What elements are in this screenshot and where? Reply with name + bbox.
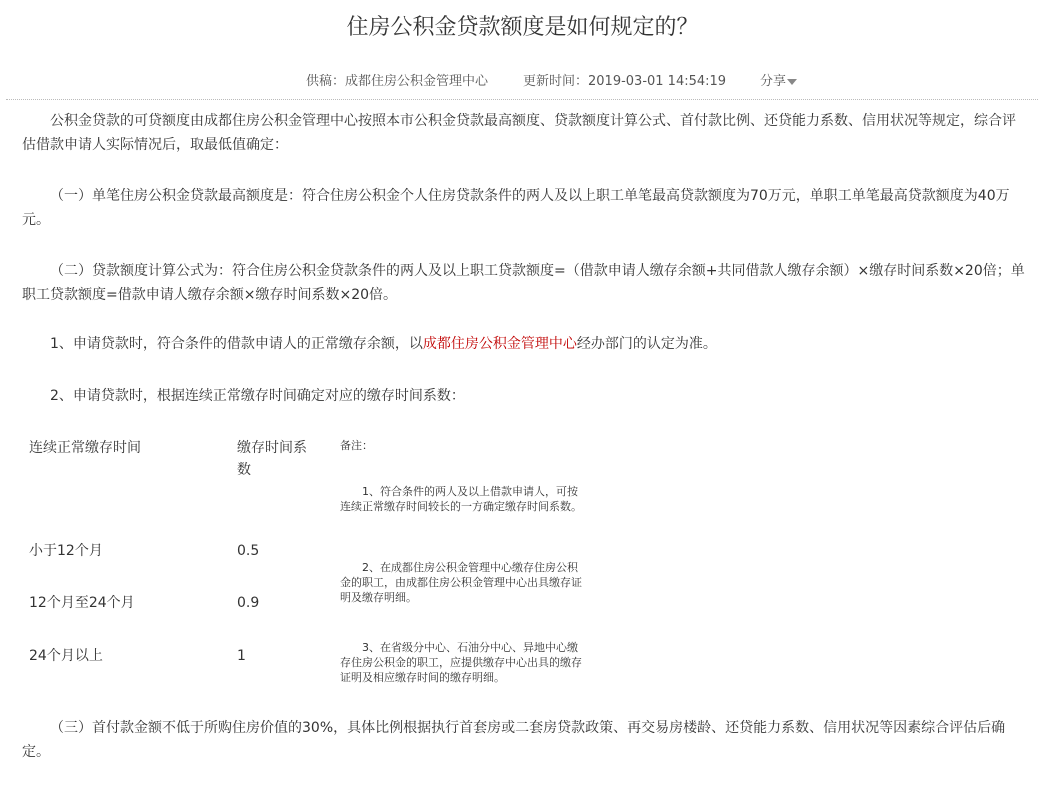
table-cell-coef: 0.5 [237, 543, 260, 559]
intro-paragraph: 公积金贷款的可贷额度由成都住房公积金管理中心按照本市公积金贷款最高额度、贷款额度计算公式、首付款比例、还贷能力系数、信用状况等规定，综合评估借款申请人实际情况后，取最低值确定： [22, 113, 1016, 153]
chevron-down-icon [787, 79, 797, 85]
article-meta [0, 68, 1045, 88]
table-note: 1、符合条件的两人及以上借款申请人，可按连续正常缴存时间较长的一方确定缴存时间系数。 [340, 485, 582, 513]
table-note: 3、在省级分中心、石油分中心、异地中心缴存住房公积金的职工，应提供缴存中心出具的缴存证明及相应缴存时间的缴存明细。 [340, 641, 582, 684]
share-button[interactable] [760, 70, 797, 89]
item-1-text-after: 经办部门的认定为准。 [576, 336, 717, 352]
table-cell-coef: 0.9 [237, 595, 260, 611]
center-link[interactable]: 成都住房公积金管理中心 [422, 336, 577, 352]
table-note: 2、在成都住房公积金管理中心缴存住房公积金的职工，由成都住房公积金管理中心出具缴存证明及缴存明细。 [340, 561, 582, 604]
header-divider [6, 99, 1038, 100]
article-source: 供稿：成都住房公积金管理中心 [306, 74, 489, 89]
item-1-paragraph [22, 332, 1028, 356]
table-cell-period: 24个月以上 [29, 648, 103, 664]
share-label: 分享 [760, 74, 787, 89]
table-header-coef-line1: 缴存时间系 [237, 440, 307, 456]
item-2-paragraph: 2、申请贷款时，根据连续正常缴存时间确定对应的缴存时间系数： [50, 388, 465, 404]
section-1-paragraph: （一）单笔住房公积金贷款最高额度是：符合住房公积金个人住房贷款条件的两人及以上职工单笔最高贷款额度为70万元，单职工单笔最高贷款额度为40万元。 [22, 188, 1010, 228]
item-1-text-before: 1、申请贷款时，符合条件的借款申请人的正常缴存余额，以 [50, 336, 423, 352]
article-title: 住房公积金贷款额度是如何规定的？ [346, 15, 699, 40]
table-header-period: 连续正常缴存时间 [29, 440, 141, 456]
section-3-paragraph: （三）首付款金额不低于所购住房价值的30%，具体比例根据执行首套房或二套房贷款政策、再交易房楼龄、还贷能力系数、信用状况等因素综合评估后确定。 [22, 720, 1006, 760]
table-cell-coef: 1 [237, 648, 246, 664]
table-notes-header: 备注： [340, 439, 373, 452]
section-2-paragraph: （二）贷款额度计算公式为：符合住房公积金贷款条件的两人及以上职工贷款额度=（借款申请人缴存余额+共同借款人缴存余额）×缴存时间系数×20倍；单职工贷款额度=借款申请人缴存余额×缴存时间系数×20倍。 [22, 263, 1025, 303]
table-header-coef-line2: 数 [237, 462, 251, 478]
article-updated-time: 更新时间：2019-03-01 14:54:19 [523, 74, 727, 89]
table-cell-period: 12个月至24个月 [29, 595, 135, 611]
table-cell-period: 小于12个月 [29, 543, 103, 559]
